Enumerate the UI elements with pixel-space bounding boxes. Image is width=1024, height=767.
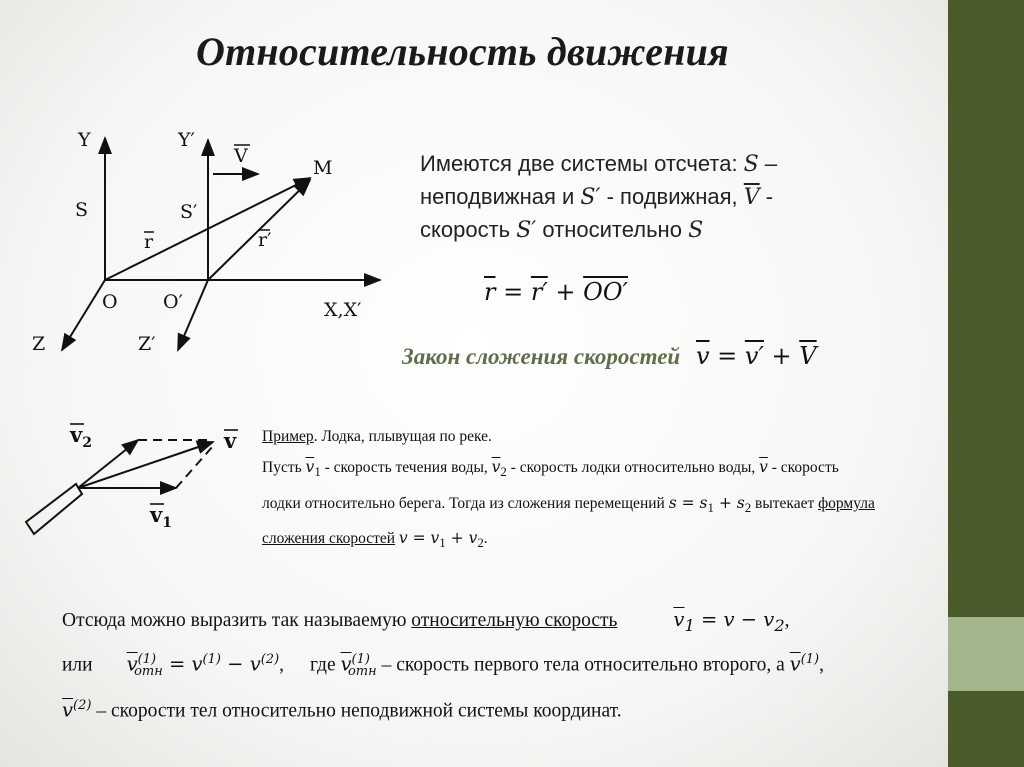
boat-velocity-diagram [18,412,258,552]
side-bar-accent [948,617,1024,691]
axis-z-label: Z [32,333,46,355]
vector-r-prime-label: r′ [258,229,272,251]
slide-title: Относительность движения [196,29,729,74]
intro-line-3: скорость S′ относительно S [420,217,704,243]
example-line-2: Пусть $\overline{v}_1$ - скорость течения воды, $\overline{v}_2$ - скорость лодки относительно воды, $\overline{v}$ - скорость [262,458,839,480]
axis-x-label: X,X′ [324,299,362,321]
v1-label: $v_1$ [150,502,172,531]
velocity-addition-law: Закон сложения скоростей $\overline{v} = v' + \overline{V}$ [402,342,817,370]
law-label: Закон сложения скоростей [402,344,681,369]
v-label: v [224,428,237,453]
bottom-line-1: Отсюда можно выразить так называемую относительную скорость $\overline{v}_1 = v - v_2$, [62,608,790,635]
axis-y-prime-label: Y′ [178,129,195,151]
example-line-3: лодки относительно берега. Тогда из сложения перемещений $s = s_1 + s_2$ вытекает формула [262,494,875,516]
intro-line-1: Имеются две системы отсчета: S – [420,151,778,177]
vector-r-label: r [144,231,154,253]
axis-y-label: Y [78,129,91,151]
position-formula: $\overline{r} = r' + OO'$ [484,278,628,306]
origin-o-prime-label: O′ [163,291,183,313]
bottom-line-2: или $\overline{v}^{(1)}_{отн} = v^{(1)} - v^{(2)}$, где $\overline{v}^{(1)}_{отн}$ – скорость первого тела относительно второго, а $\overline{v}^{(1)}$, [62,652,824,680]
intro-line-2: неподвижная и S′ - подвижная, $\overline{V}$ - [420,184,774,210]
axis-z-prime-label: Z′ [138,333,156,355]
v2-label: $v_2$ [70,422,92,451]
origin-o-label: O [102,291,118,313]
velocity-v-label: V [234,145,248,167]
example-line-4: сложения скоростей $v = v_1 + v_2$. [262,529,488,551]
point-m-label: M [313,157,333,179]
example-line-1: Пример. Лодка, плывущая по реке. [262,428,492,445]
frame-s-label: S [75,199,89,221]
bottom-line-3: $\overline{v}^{(2)}$ – скорости тел относительно неподвижной системы координат. [62,698,622,722]
frame-s-prime-label: S′ [180,201,198,223]
intro-text [420,148,777,247]
reference-frames-diagram [20,118,400,363]
